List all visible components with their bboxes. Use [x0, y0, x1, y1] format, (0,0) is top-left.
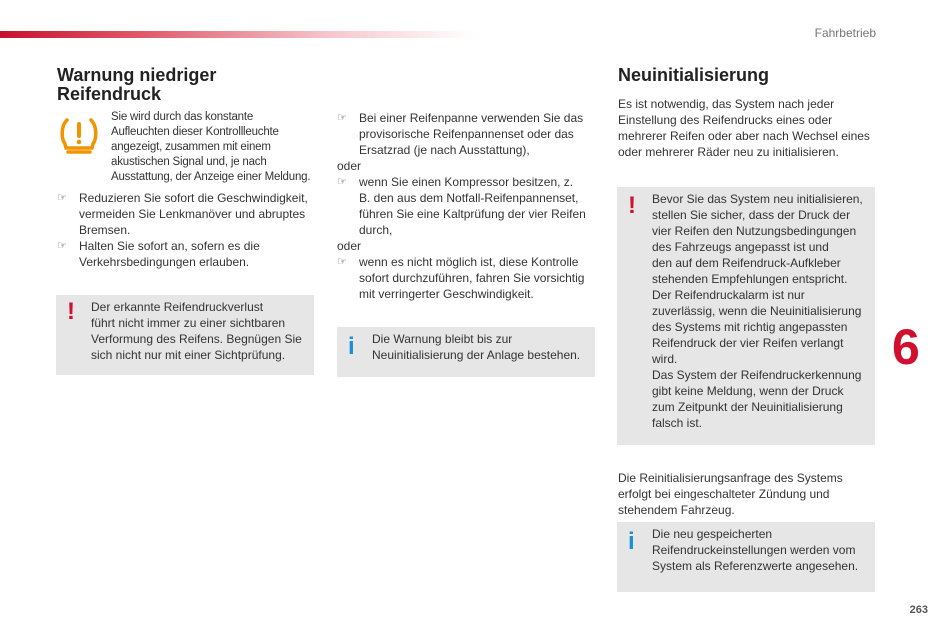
text-line: sofort durchzuführen, fahren Sie vorsichtig [359, 271, 585, 285]
text-line: Die Warnung bleibt bis zur [372, 332, 513, 346]
exclamation-icon: ! [628, 192, 636, 219]
text-line: wird. [652, 352, 678, 366]
reinit-request-text [618, 470, 880, 518]
text-line: Die Reinitialisierungsanfrage des Systems [618, 471, 843, 485]
exclamation-icon: ! [67, 298, 75, 325]
heading-line: Warnung niedriger [57, 65, 217, 85]
info-box-reference-values [617, 522, 875, 592]
text-line: Neuinitialisierung der Anlage bestehen. [372, 348, 581, 362]
middle-bullets [337, 110, 599, 302]
text-line: Ausstattung, der Anzeige einer Meldung. [111, 171, 311, 183]
left-bullets [57, 190, 319, 270]
text-line: Die neu gespeicherten [652, 527, 773, 541]
warning-box-visual-check [56, 295, 314, 375]
text-line: Der erkannte Reifendruckverlust [91, 300, 264, 314]
info-box-warning-persists [337, 327, 595, 377]
text-line: stehenden Empfehlungen entspricht. [652, 272, 848, 286]
heading-line: Reifendruck [57, 84, 162, 104]
list-item [337, 110, 599, 158]
text-line: falsch ist. [652, 416, 703, 430]
text-line: Verformung des Reifens. Begnügen Sie [91, 332, 302, 346]
pointing-hand-icon: ☞ [57, 240, 67, 252]
text-line: angezeigt, zusammen mit einem [111, 141, 271, 153]
pointing-hand-icon: ☞ [57, 192, 67, 204]
text-line: stehendem Fahrzeug. [618, 503, 735, 517]
text-line: vier Reifen den Nutzungsbedingungen [652, 224, 857, 238]
text-line: Reifendruck der vier Reifen verlangt [652, 336, 844, 350]
text-line: Bei einer Reifenpanne verwenden Sie das [359, 111, 584, 125]
text-line: des Fahrzeugs angepasst ist und [652, 240, 829, 254]
list-item [57, 238, 319, 270]
pointing-hand-icon: ☞ [337, 176, 347, 188]
text-line: Bevor Sie das System neu initialisieren, [652, 192, 863, 206]
text-line: Sie wird durch das konstante [111, 111, 254, 123]
text-line: gibt keine Meldung, wenn der Druck [652, 384, 844, 398]
text-line: oder mehrerer Räder neu zu initialisieren. [618, 145, 839, 159]
text-line: Reifendruckeinstellungen werden vom [652, 543, 856, 557]
text-line: Bremsen. [79, 223, 131, 237]
text-line: durch, [359, 223, 393, 237]
text-line: mehrerer Reifen oder aber nach Wechsel eines [618, 129, 870, 143]
text-line: des Systems mit richtig angepassten [652, 320, 848, 334]
text-line: zuverlässig, wenn die Neuinitialisierung [652, 304, 862, 318]
section-label: Fahrbetrieb [814, 26, 876, 40]
pointing-hand-icon: ☞ [337, 112, 347, 124]
oder-text: oder [337, 159, 362, 173]
warning-light-description [111, 110, 321, 185]
text-line: B. den aus dem Notfall-Reifenpannenset, [359, 191, 579, 205]
info-text [652, 526, 874, 574]
text-line: wenn Sie einen Kompressor besitzen, z. [359, 175, 574, 189]
pointing-hand-icon: ☞ [337, 256, 347, 268]
text-line: zum Zeitpunkt der Neuinitialisierung [652, 400, 843, 414]
text-line: erfolgt bei eingeschalteter Zündung und [618, 487, 830, 501]
text-line: Der Reifendruckalarm ist nur [652, 288, 805, 302]
text-line: stellen Sie sicher, dass der Druck der [652, 208, 851, 222]
reinit-intro [618, 96, 880, 160]
text-line: Verkehrsbedingungen erlauben. [79, 255, 250, 269]
info-text [372, 331, 594, 363]
chapter-number: 6 [892, 319, 920, 375]
text-line: führt nicht immer zu einer sichtbaren [91, 316, 286, 330]
text-line: sich nicht nur mit einer Sichtprüfung. [91, 348, 286, 362]
tire-pressure-warning-icon [58, 116, 100, 156]
list-item [337, 254, 599, 302]
list-item [337, 174, 599, 238]
text-line: akustischen Signal und, je nach [111, 156, 267, 168]
text-line: Ersatzrad (je nach Ausstattung), [359, 143, 530, 157]
warning-box-reinit [617, 187, 875, 445]
text-line: Reduzieren Sie sofort die Geschwindigkeit, [79, 191, 308, 205]
info-icon: i [628, 528, 635, 555]
heading-reinitialization: Neuinitialisierung [618, 65, 770, 85]
oder-text: oder [337, 239, 362, 253]
text-line: den auf dem Reifendruck-Aufkleber [652, 256, 841, 270]
text-line: wenn es nicht möglich ist, diese Kontrolle [359, 255, 579, 269]
text-line: provisorische Reifenpannenset oder das [359, 127, 574, 141]
text-line: Es ist notwendig, das System nach jeder [618, 97, 835, 111]
text-line: Einstellung des Reifendrucks eines oder [618, 113, 833, 127]
warning-text [91, 299, 313, 363]
text-line: System als Referenzwerte angesehen. [652, 559, 859, 573]
header-accent-bar [0, 31, 475, 38]
text-line: vermeiden Sie Lenkmanöver und abruptes [79, 207, 306, 221]
heading-low-pressure [57, 66, 216, 104]
page-number: 263 [909, 604, 928, 616]
text-line: Halten Sie sofort an, sofern es die [79, 239, 260, 253]
text-line: Das System der Reifendruckerkennung [652, 368, 862, 382]
text-line: führen Sie eine Kaltprüfung der vier Reifen [359, 207, 586, 221]
warning-text [652, 191, 874, 431]
info-icon: i [348, 333, 355, 360]
list-item [57, 190, 319, 238]
text-line: mit verringerter Geschwindigkeit. [359, 287, 534, 301]
text-line: Aufleuchten dieser Kontrollleuchte [111, 126, 279, 138]
